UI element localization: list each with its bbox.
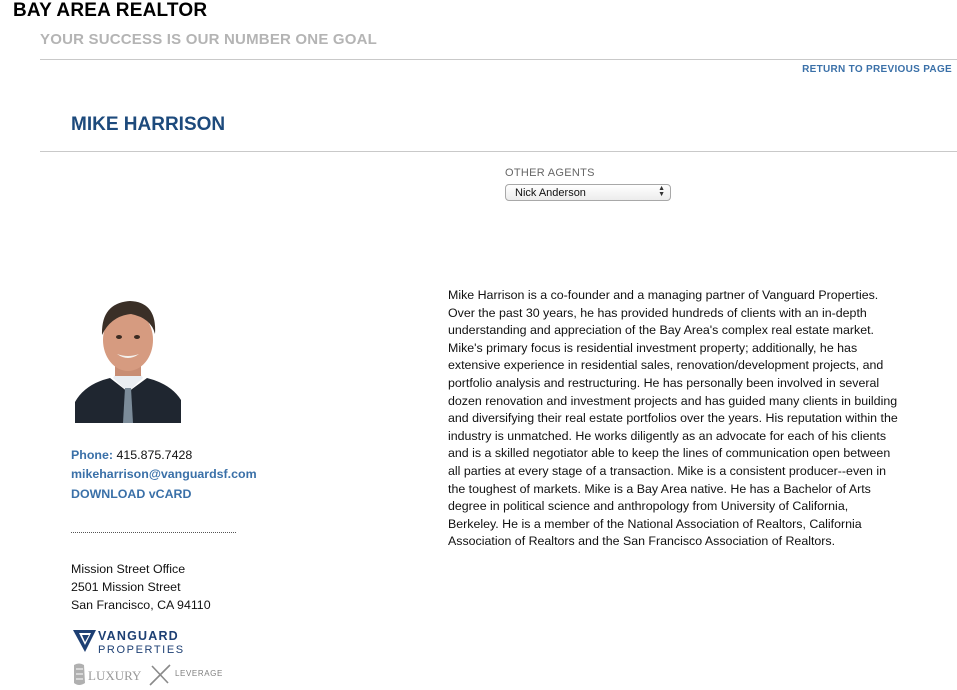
header-divider [40,59,957,60]
site-tagline: YOUR SUCCESS IS OUR NUMBER ONE GOAL [40,31,378,48]
agent-name-heading: MIKE HARRISON [71,114,226,135]
luxury-logo-text: LUXURY [88,668,142,683]
leverage-global-logo [148,661,228,688]
vanguard-logo-line2: PROPERTIES [98,644,185,656]
office-city: San Francisco, CA 94110 [71,598,211,612]
section-divider [40,151,957,152]
select-arrows-icon: ▲ ▼ [658,185,665,198]
phone-row [71,448,192,462]
luxury-portfolio-logo [71,661,146,688]
return-to-previous-page-link[interactable]: RETURN TO PREVIOUS PAGE [802,64,952,75]
other-agents-select[interactable] [505,184,671,201]
phone-number: 415.875.7428 [116,448,193,462]
download-vcard-link[interactable]: DOWNLOAD vCARD [71,487,192,501]
vanguard-logo-line1: VANGUARD [98,629,179,643]
site-title[interactable]: BAY AREA REALTOR [13,0,208,21]
other-agents-label: OTHER AGENTS [505,167,595,179]
other-agents-selected-value: Nick Anderson [515,187,586,199]
email-link[interactable]: mikeharrison@vanguardsf.com [71,467,257,481]
vanguard-properties-logo[interactable] [71,627,223,657]
agent-photo [75,292,181,423]
agent-bio: Mike Harrison is a co-founder and a managing partner of Vanguard Properties. Over the past 30 years, he has provided hundreds of clients with an in-depth understanding and appreciation of the Bay Area's complex real estate market. Mike's primary focus is residential investment property; additionally, he has extensive experience in residential sales, renovation/development projects, and portfolio analysis and restructuring. He has personally been involved in several dozen renovation and investment projects and has guided many clients in building and diversifying their real estate portfolios over the years. His reputation within the industry is unmatched. He works diligently as an advocate for each of his clients and is a skilled negotiator able to keep the lines of communication open between all parties at every stage of a transaction. Mike is a consistent producer--even in the toughest of markets. Mike is a Bay Area native. He has a Bachelor of Arts degree in political science and anthropology from University of California, Berkeley. He is a member of the National Association of Realtors, California Association of Realtors and the San Francisco Association of Realtors. [448,288,898,549]
office-name: Mission Street Office [71,562,186,576]
office-street: 2501 Mission Street [71,580,181,594]
contact-divider [71,532,236,533]
phone-label: Phone: [71,448,113,462]
leverage-logo-text: LEVERAGE [175,669,223,678]
